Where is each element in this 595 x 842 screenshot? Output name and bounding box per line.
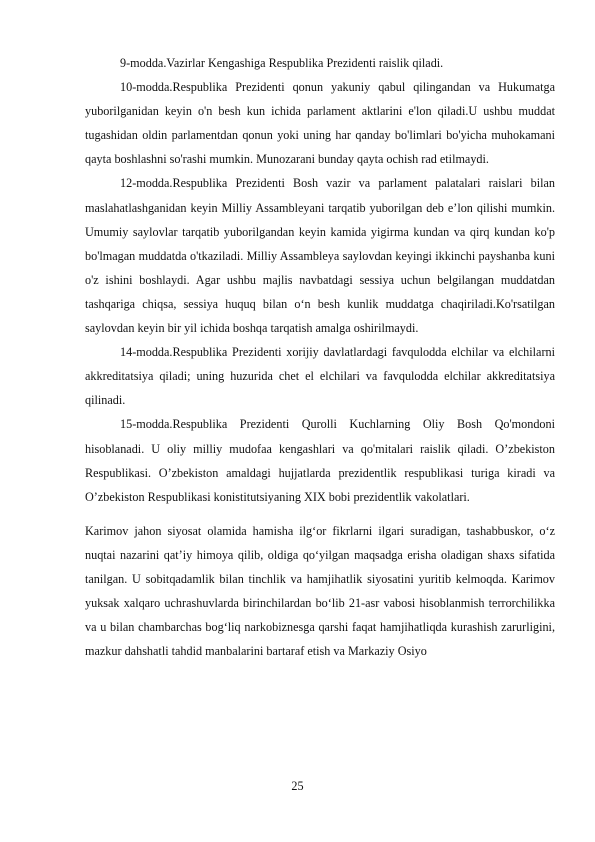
paragraph-article-10: 10-modda.Respublika Prezidenti qonun yakuniy qabul qilingandan va Hukumatga yuborilganidan keyin o'n besh kun ichida parlament aktlarini e'lon qiladi.U ushbu muddat tugashidan oldin parlamentdan qonun yoki uning har qanday bo'limlari bo'yicha muhokamani qayta boshlashni so'rashi mumkin. Munozarani bunday qayta ochish rad etilmaydi. bbox=[85, 80, 555, 167]
paragraph-article-9: 9-modda.Vazirlar Kengashiga Respublika Prezidenti raislik qiladi. bbox=[120, 56, 444, 70]
paragraph-karimov: Karimov jahon siyosat olamida hamisha ilg‘or fikrlarni ilgari suradigan, tashabbuskor, o‘z nuqtai nazarini qat’iy himoya qilib, oldiga qo‘yilgan maqsadga erisha oladigan shaxs sifatida tanilgan. U sobitqadamlik bilan tinchlik va hamjihatlik siyosatini yuritib kelmoqda. Karimov yuksak xalqaro uchrashuvlarda birinchilardan bo‘lib 21-asr vabosi hisoblanmish terrorchilikka va u bilan chambarchas bog‘liq narkobiznesga qarshi faqat hamjihatliqda kurashish zarurligini, mazkur dahshatli tahdid manbalarini bartaraf etish va Markaziy Osiyo bbox=[85, 523, 555, 659]
document-body bbox=[85, 51, 555, 663]
paragraph-article-14: 14-modda.Respublika Prezidenti xorijiy davlatlardagi favqulodda elchilar va elchilarni akkreditatsiya qiladi; uning huzurida chet el elchilari va favqulodda elchilar akkreditatsiya qilinadi. bbox=[85, 345, 555, 408]
paragraph-article-15: 15-modda.Respublika Prezidenti Qurolli Kuchlarning Oliy Bosh Qo'mondoni hisoblanadi. U oliy milliy mudofaa kengashlari va qo'mitalari raislik qiladi. O’zbekiston Respublikasi. O’zbekiston amaldagi hujjatlarda prezidentlik respublikasi turiga kiradi va O’zbekiston Respublikasi konistitutsiyaning XIX bobi prezidentlik vakolatlari. bbox=[85, 417, 555, 504]
page-number: 25 bbox=[291, 779, 304, 793]
paragraph-article-12: 12-modda.Respublika Prezidenti Bosh vazir va parlament palatalari raislari bilan maslahatlashganidan keyin Milliy Assambleyani tarqatib yuborilgan deb e’lon qilishi mumkin. Umumiy saylovlar tarqatib yuborilgandan keyin kamida yigirma kundan va qirq kundan ko'p bo'lmagan muddatda o'tkaziladi. Milliy Assambleya saylovdan keyingi ikkinchi payshanba kuni o'z ishini boshlaydi. Agar ushbu majlis navbatdagi sessiya uchun belgilangan muddatdan tashqariga chiqsa, sessiya huquq bilan o‘n besh kunlik muddatga chaqiriladi.Ko'rsatilgan saylovdan keyin bir yil ichida boshqa tarqatish amalga oshirilmaydi. bbox=[85, 176, 555, 336]
